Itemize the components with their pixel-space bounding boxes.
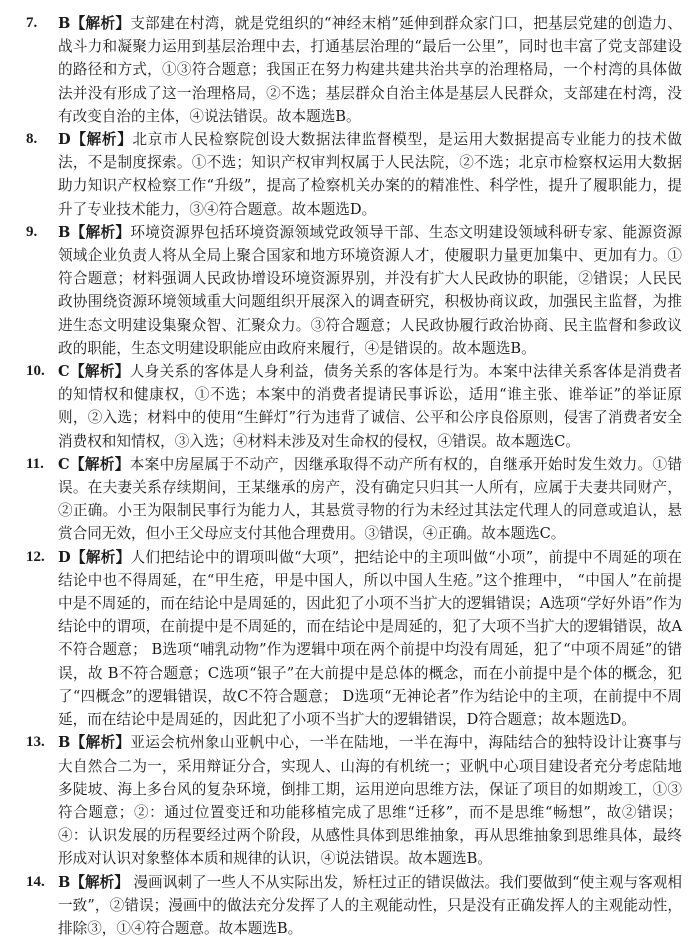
explanation — [58, 731, 682, 870]
question-14 — [26, 871, 682, 940]
analysis-tag: 【解析】 — [70, 131, 133, 149]
analysis-tag: 【解析】 — [70, 15, 131, 32]
answer-letter: B — [58, 734, 71, 752]
question-number: 14. — [26, 873, 45, 890]
analysis-tag: 【解析】 — [70, 223, 131, 241]
analysis-tag: 【解析】 — [70, 873, 129, 891]
explanation — [58, 546, 682, 732]
question-11 — [26, 453, 682, 546]
explanation-text: 环境资源界包括环境资源领域党政领导干部、生态文明建设领域科研专家、能源资源领域企业负责人将从全局上聚合国家和地方环境资源人才，使履职力量更加集中、更加有力。①符合题意；材料强调人民政协增设环境资源界别，并没有扩大人民政协的职能，②错误；人民民政协围绕资源环境领域重大问题组织开展深入的调查研究，积极协商议政，加强民主监督，为推进生态文明建设集聚众智、汇聚众力。③符合题意；人民政协履行政治协商、民主监督和参政议政的职能，生态文明建设职能应由政府来履行，④是错误的。故本题选B。 — [58, 223, 682, 357]
answer-letter: D — [58, 131, 71, 149]
analysis-tag: 【解析】 — [69, 455, 130, 473]
question-number: 8. — [26, 131, 38, 148]
explanation — [58, 128, 682, 221]
explanation-text: 北京市人民检察院创设大数据法律监督模型，是运用大数据提高专业能力的技术做法，不是制度探索。①不选；知识产权审判权属于人民法院，②不选；北京市检察权运用大数据助力知识产权检察工作“升级”，提高了检察机关办案的的精准性、科学性，提升了履职能力，提升了专业技术能力，③④符合题意。故本题选D。 — [58, 131, 682, 218]
explanation — [58, 453, 682, 546]
question-number: 11. — [26, 455, 44, 472]
analysis-tag: 【解析】 — [70, 548, 131, 566]
explanation-text: 人们把结论中的谓项叫做“大项”，把结论中的主项叫做“小项”，前提中不周延的项在结论中也不得周延，在“甲生疮，甲是中国人，所以中国人生疮。”这个推理中， “中国人”在前提中是不周延的，而在结论中是周延的，因此犯了小项不当扩大的逻辑错误；A选项“学好外语”作为结论中的谓项，在前提中是不周延的，而在结论中是周延的，犯了大项不当扩大的逻辑错误，故A不符合题意； B选项“哺乳动物”作为逻辑中项在两个前提中均没有周延，犯了“中项不周延”的错误，故 B不符合题意；C选项“银子”在大前提中是总体的概念，而在小前提中是个体的概念，犯了“四概念”的逻辑错误，故C不符合题意； D选项“无神论者”作为结论中的主项，在前提中不周延，而在结论中是周延的，因此犯了小项不当扩大的逻辑错误，D符合题意；故本题选D。 — [58, 548, 682, 729]
answer-letter: C — [58, 363, 70, 381]
answer-letter: D — [58, 548, 71, 566]
explanation-text: 支部建在村湾，就是党组织的“神经末梢”延伸到群众家门口，把基层党建的创造力、战斗力和凝聚力运用到基层治理中去，打通基层治理的“最后一公里”，同时也丰富了党支部建设的路径和方式，①③符合题意；我国正在努力构建共建共治共享的治理格局，一个村湾的具体做法并没有形成了这一治理格局，②不选；基层群众自治主体是基层人民群众，支部建在村湾，没有改变自治的主体，④说法错误。故本题选B。 — [58, 15, 682, 125]
question-number: 10. — [26, 363, 45, 380]
answer-letter: B — [58, 223, 71, 241]
explanation — [58, 12, 682, 128]
question-10 — [26, 360, 682, 453]
question-8 — [26, 128, 682, 221]
question-number: 12. — [26, 548, 45, 565]
question-13 — [26, 731, 682, 870]
question-number: 13. — [26, 734, 45, 751]
answer-letter: C — [58, 455, 70, 473]
explanation-text: 漫画讽刺了一些人不从实际出发，矫枉过正的错误做法。我们要做到“使主观与客观相一致”，②错误；漫画中的做法充分发挥了人的主观能动性，只是没有正确发挥人的主观能动性，排除③，①④符合题意。故本题选B。 — [58, 873, 682, 937]
question-number: 9. — [26, 223, 38, 240]
analysis-tag: 【解析】 — [69, 363, 130, 381]
question-number: 7. — [26, 15, 38, 31]
explanation — [58, 871, 682, 940]
answer-letter: B — [58, 15, 71, 32]
explanation-text: 人身关系的客体是人身利益，债务关系的客体是行为。本案中法律关系客体是消费者的知情权和健康权，①不选；本案中的消费者提请民事诉讼，适用“谁主张、谁举证”的举证原则，②入选；材料中的使用“生鲜灯”行为违背了诚信、公平和公序良俗原则，侵害了消费者安全消费权和知情权，③入选；④材料未涉及对生命权的侵权，④错误。故本题选C。 — [58, 363, 682, 450]
analysis-tag: 【解析】 — [70, 734, 131, 752]
explanation — [58, 221, 682, 360]
explanation-text: 亚运会杭州象山亚帆中心，一半在陆地，一半在海中，海陆结合的独特设计让赛事与大自然合二为一，采用辩证分合，实现人、山海的有机统一；亚帆中心项目建设者充分考虑陆地多陡坡、海上多台风的复杂环境，倒排工期，运用逆向思维方法，保证了项目的如期竣工，①③符合题意；②：通过位置变迁和功能移植完成了思维“迁移”，而不是思维“畅想”，故②错误；④：认识发展的历程要经过两个阶段，从感性具体到思维抽象，再从思维抽象到思维具体，最终形成对认识对象整体本质和规律的认识，④说法错误。故本题选B。 — [58, 734, 682, 868]
explanation — [58, 360, 682, 453]
question-7 — [26, 12, 682, 128]
question-12 — [26, 546, 682, 732]
answer-letter: B — [58, 873, 71, 891]
answer-explanations — [26, 12, 682, 940]
question-9 — [26, 221, 682, 360]
explanation-text: 本案中房屋属于不动产，因继承取得不动产所有权的，自继承开始时发生效力。①错误。在夫妻关系存续期间，王某继承的房产，没有确定只归其一人所有，应属于夫妻共同财产，②正确。小王为限制民事行为能力人，其悬赏寻物的行为未经过其法定代理人的同意或追认，悬赏合同无效，但小王父母应支付其他合理费用。③错误，④正确。故本题选C。 — [58, 455, 682, 543]
